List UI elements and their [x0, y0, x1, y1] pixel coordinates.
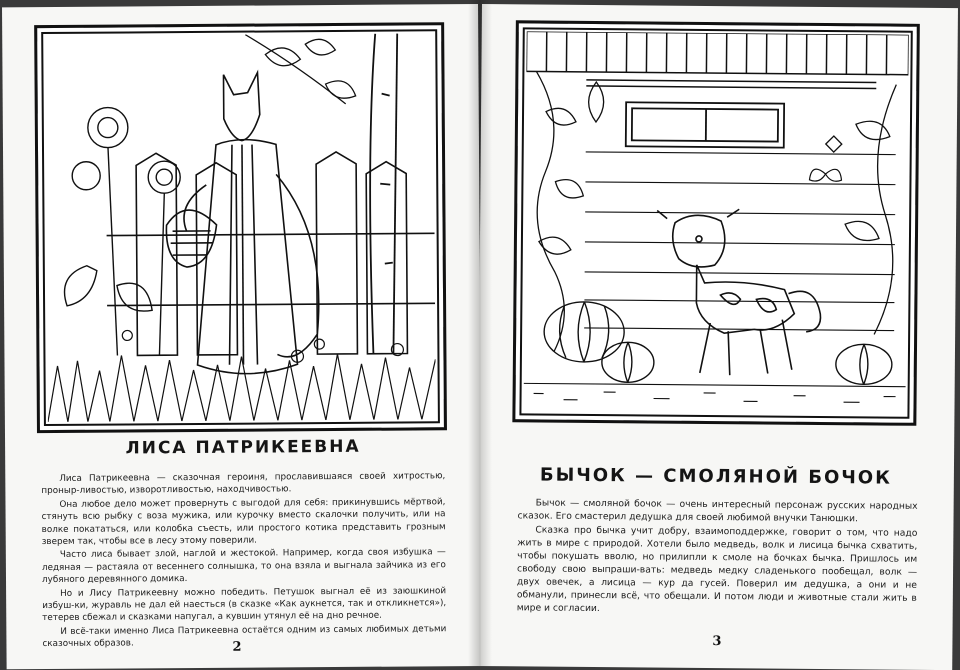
right-page	[476, 4, 958, 670]
fox-illustration	[34, 22, 447, 433]
paragraph: Она любое дело может провернуть с выгодой для себя: прикинувшись мёртвой, стянуть всю рыбку с воза мужика, или курочку вместо скалочки получить, или на волке покататься, или колобка съесть, или простого котика представить грозным зверем так, чтобы все в лесу этому поверили.	[41, 496, 445, 548]
page-number: 3	[712, 634, 721, 649]
paragraph: Сказка про бычка учит добру, взаимоподдержке, говорит о том, что надо жить в мире с природой. Хотели было медведь, волк и лисица бычка схватить, чтобы покушать вволю, но прилипли к смоле на бочках бычка. Пришлось им свободу свою выпраши-вать: медведь медку сладенького пообещал, волк — двух овечек, а лисица — кур да гусей. Поверил им дедушка, а они и не обманули, принесли всё, что обещали. И потом люди и животные стали жить в мире и согласии.	[517, 523, 918, 617]
body-text	[517, 496, 918, 618]
paragraph: Часто лиса бывает злой, наглой и жестокой. Например, когда своя избушка — ледяная — растаяла от весеннего солнышка, то она взяла и выгнала зайчика из его лубяного деревянного домика.	[42, 547, 446, 587]
left-page	[2, 4, 483, 669]
paragraph: Бычок — смоляной бочок — очень интересный персонаж русских народных сказок. Его смастерил дедушка для своей любимой внучки Танюшки.	[517, 496, 917, 525]
paragraph: И всё-таки именно Лиса Патрикеевна остаётся одним из самых любимых детьми сказочных образов.	[42, 623, 446, 651]
page-title: БЫЧОК — СМОЛЯНОЙ БОЧОК	[478, 464, 954, 489]
paragraph: Но и Лису Патрикеевну можно победить. Петушок выгнал её из заюшкиной избуш-ки, журавль не дал ей наесться (в сказке «Как аукнется, так и откликнется»), тетерев сбежал и сказками напугал, а кувшин утянул её на дно речное.	[42, 585, 446, 625]
fox-coloring-art	[45, 33, 436, 422]
body-text	[41, 470, 446, 652]
paragraph: Лиса Патрикеевна — сказочная героиня, прославившаяся своей хитростью, проныр-ливостью, изворотливостью, находчивостью.	[41, 470, 445, 498]
bull-illustration	[512, 20, 919, 426]
page-number: 2	[232, 640, 241, 655]
bull-coloring-art	[523, 31, 908, 414]
page-title: ЛИСА ПАТРИКЕЕВНА	[5, 436, 481, 459]
